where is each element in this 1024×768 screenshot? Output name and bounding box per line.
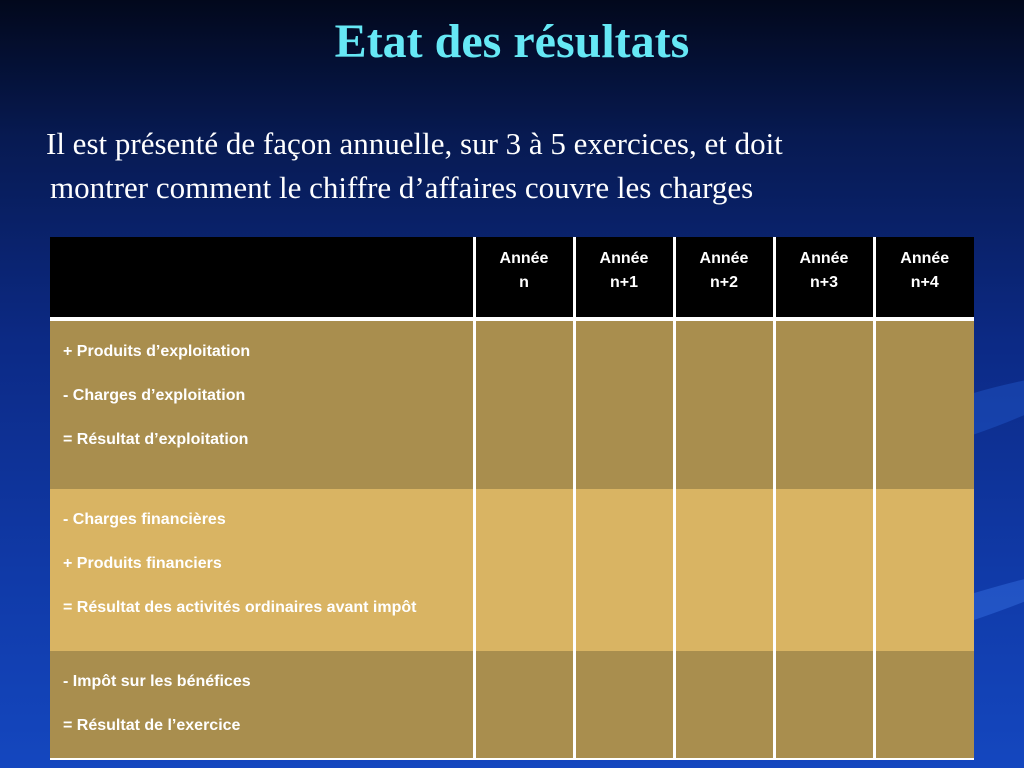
header-year-n: [474, 237, 574, 319]
header-year: n+2: [709, 274, 738, 291]
slide-subtitle: [46, 122, 976, 210]
value-cell: [574, 319, 674, 489]
value-cell: [474, 651, 574, 758]
row-line: - Impôt sur les bénéfices: [63, 673, 251, 690]
subtitle-line-2: montrer comment le chiffre d’affaires couvre les charges: [50, 170, 754, 205]
row-line: - Charges d’exploitation: [63, 387, 246, 404]
value-cell: [574, 651, 674, 758]
value-cell: [774, 319, 874, 489]
value-cell: [874, 319, 974, 489]
value-cell: [674, 489, 774, 651]
header-year: n+4: [910, 274, 939, 291]
row-line: = Résultat d’exploitation: [63, 431, 249, 448]
header-label: Année: [900, 250, 950, 267]
value-cell: [674, 319, 774, 489]
row-line: + Produits financiers: [63, 555, 222, 572]
header-label: Année: [499, 250, 549, 267]
header-year-n3: [774, 237, 874, 319]
table-row-exercice: [50, 651, 974, 758]
row-line: - Charges financières: [63, 511, 226, 528]
value-cell: [474, 489, 574, 651]
table-row-financier: [50, 489, 974, 651]
value-cell: [674, 651, 774, 758]
header-year-n2: [674, 237, 774, 319]
table-header-row: [50, 237, 974, 319]
row-line: = Résultat de l’exercice: [63, 717, 241, 734]
row-label-cell: [50, 489, 474, 651]
header-year: n: [519, 274, 529, 291]
header-label: Année: [699, 250, 749, 267]
value-cell: [774, 489, 874, 651]
header-year: n+1: [609, 274, 638, 291]
results-table-container: [50, 237, 974, 760]
row-line: + Produits d’exploitation: [63, 343, 251, 360]
row-label-cell: [50, 651, 474, 758]
value-cell: [474, 319, 574, 489]
value-cell: [874, 651, 974, 758]
header-year-n4: [874, 237, 974, 319]
slide-title: Etat des résultats: [334, 15, 690, 68]
value-cell: [774, 651, 874, 758]
header-year-n1: [574, 237, 674, 319]
value-cell: [874, 489, 974, 651]
header-year: n+3: [809, 274, 838, 291]
results-table: [50, 237, 974, 758]
header-label: Année: [599, 250, 649, 267]
table-row-exploitation: [50, 319, 974, 489]
row-label-cell: [50, 319, 474, 489]
subtitle-line-1: Il est présenté de façon annuelle, sur 3 à 5 exercices, et doit: [46, 126, 783, 161]
header-empty-cell: [50, 237, 474, 319]
row-line: = Résultat des activités ordinaires avant impôt: [63, 599, 417, 616]
header-label: Année: [799, 250, 849, 267]
value-cell: [574, 489, 674, 651]
